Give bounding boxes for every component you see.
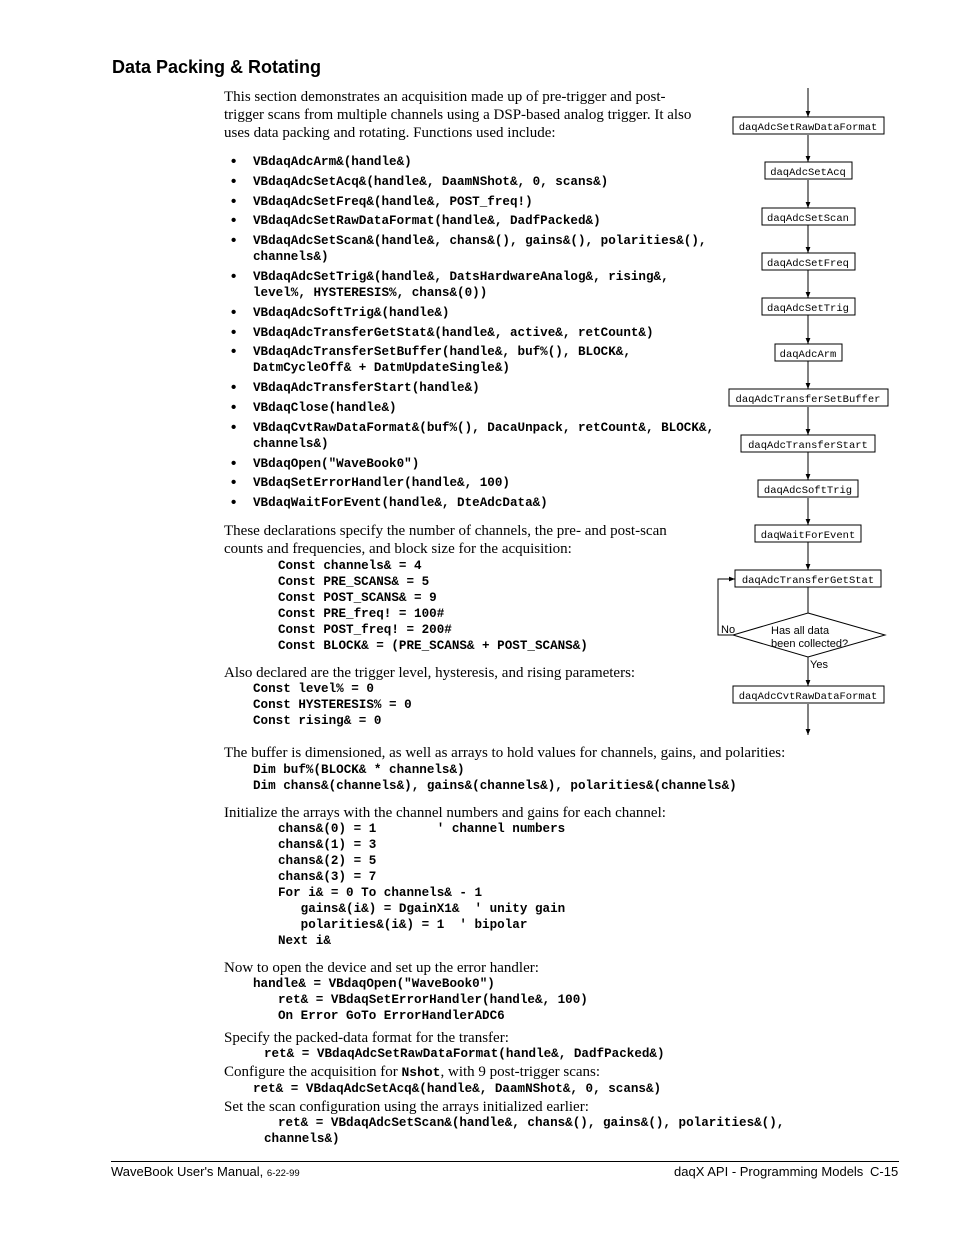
flow-step: daqAdcTransferSetBuffer <box>735 394 881 406</box>
scan-code-line1: ret& = VBdaqAdcSetScan&(handle&, chans&(), gains&(), polarities&(), <box>278 1116 785 1130</box>
flow-step: daqAdcSetTrig <box>767 303 849 315</box>
intro-paragraph: This section demonstrates an acquisition made up of pre-trigger and post-trigger scans from multiple channels using a DSP-based analog trigger. It also uses data packing and rotating. Functions used include: <box>224 89 692 141</box>
buffer-paragraph: The buffer is dimensioned, as well as arrays to hold values for channels, gains, and polarities: <box>224 745 786 761</box>
function-item: • VBdaqAdcSetTrig&(handle&, DatsHardwareAnalog&, rising&, level%, HYSTERESIS%, chans&(0)) <box>224 269 714 301</box>
flow-final-step: daqAdcCvtRawDataFormat <box>738 691 878 703</box>
open-code-handle: handle& = VBdaqOpen("WaveBook0") <box>253 977 495 991</box>
open-paragraph: Now to open the device and set up the error handler: <box>224 960 539 976</box>
acq-text-pre: Configure the acquisition for <box>224 1064 402 1080</box>
function-item: • VBdaqAdcSetFreq&(handle&, POST_freq!) <box>224 194 714 210</box>
trigger-params-paragraph: Also declared are the trigger level, hysteresis, and rising parameters: <box>224 665 636 681</box>
acq-text-post: , with 9 post-trigger scans: <box>440 1064 601 1080</box>
flow-step: daqAdcSoftTrig <box>763 485 853 497</box>
decision-text-line1: Has all data <box>771 625 830 637</box>
function-item: • VBdaqSetErrorHandler(handle&, 100) <box>224 475 714 491</box>
scan-code-line2: channels&) <box>264 1132 340 1146</box>
function-item: • VBdaqAdcTransferGetStat&(handle&, active&, retCount&) <box>224 325 714 341</box>
function-item: • VBdaqAdcSoftTrig&(handle&) <box>224 305 714 321</box>
function-item: • VBdaqAdcTransferSetBuffer(handle&, buf%(), BLOCK&, DatmCycleOff& + DatmUpdateSingle&) <box>224 344 714 376</box>
flow-step: daqAdcSetAcq <box>770 167 846 179</box>
acq-code: ret& = VBdaqAdcSetAcq&(handle&, DaamNShot&, 0, scans&) <box>253 1082 662 1096</box>
footer-section: daqX API - Programming Models <box>674 1164 864 1179</box>
flow-step: daqAdcTransferGetStat <box>741 575 875 587</box>
flow-step: daqWaitForEvent <box>760 530 856 542</box>
no-label: No <box>721 624 736 636</box>
function-item: • VBdaqAdcSetAcq&(handle&, DaamNShot&, 0, scans&) <box>224 174 714 190</box>
function-item: • VBdaqCvtRawDataFormat&(buf%(), DacaUnpack, retCount&, BLOCK&, channels&) <box>224 420 714 452</box>
function-item: • VBdaqAdcSetRawDataFormat(handle&, DadfPacked&) <box>224 213 714 229</box>
decision-text-line2: been collected? <box>771 638 849 650</box>
scan-paragraph: Set the scan configuration using the arrays initialized earlier: <box>224 1099 589 1115</box>
flow-step: daqAdcTransferStart <box>748 440 868 452</box>
trigger-params-code: Const level% = 0 Const HYSTERESIS% = 0 Const rising& = 0 <box>253 682 412 728</box>
init-paragraph: Initialize the arrays with the channel numbers and gains for each channel: <box>224 805 666 821</box>
acq-text-code: Nshot <box>401 1065 441 1080</box>
footer-page-number: C-15 <box>870 1164 899 1179</box>
footer-manual <box>111 1164 300 1179</box>
footer-date: 6-22-99 <box>266 1168 300 1179</box>
function-list <box>224 154 714 515</box>
section-heading: Data Packing & Rotating <box>112 57 322 77</box>
function-item: • VBdaqAdcArm&(handle&) <box>224 154 714 170</box>
flow-step: daqAdcSetRawDataFormat <box>738 122 878 134</box>
packed-paragraph: Specify the packed-data format for the transfer: <box>224 1030 509 1046</box>
yes-label: Yes <box>810 659 828 671</box>
flowchart-diagram <box>700 80 920 740</box>
packed-code: ret& = VBdaqAdcSetRawDataFormat(handle&, DadfPacked&) <box>264 1047 665 1061</box>
function-item: • VBdaqClose(handle&) <box>224 400 714 416</box>
flow-step: daqAdcSetScan <box>767 213 849 225</box>
buffer-code: Dim buf%(BLOCK& * channels&) Dim chans&(channels&), gains&(channels&), polarities&(channels&) <box>253 763 737 793</box>
declarations-code: Const channels& = 4 Const PRE_SCANS& = 5 Const POST_SCANS& = 9 Const PRE_freq! = 100# Const POST_freq! = 200# Const BLOCK& = (PRE_SCANS& + POST_SCANS&) <box>278 559 588 653</box>
declarations-paragraph: These declarations specify the number of channels, the pre- and post-scan counts and frequencies, and block size for the acquisition: <box>224 523 667 557</box>
footer-manual-title: WaveBook User's Manual, <box>111 1164 264 1179</box>
function-item: • VBdaqAdcTransferStart(handle&) <box>224 380 714 396</box>
init-code: chans&(0) = 1 ' channel numbers chans&(1) = 3 chans&(2) = 5 chans&(3) = 7 For i& = 0 To channels& - 1 gains&(i&) = DgainX1& ' unity gain polarities&(i&) = 1 ' bipolar Next i& <box>278 822 566 948</box>
open-code-error: ret& = VBdaqSetErrorHandler(handle&, 100) On Error GoTo ErrorHandlerADC6 <box>278 993 588 1023</box>
acq-paragraph <box>224 1063 824 1082</box>
function-item: • VBdaqWaitForEvent(handle&, DteAdcData&) <box>224 495 714 511</box>
footer-divider <box>111 1161 899 1162</box>
flow-step: daqAdcArm <box>779 349 837 361</box>
function-item: • VBdaqAdcSetScan&(handle&, chans&(), gains&(), polarities&(), channels&) <box>224 233 714 265</box>
flow-step: daqAdcSetFreq <box>767 258 849 270</box>
function-item: • VBdaqOpen("WaveBook0") <box>224 456 714 472</box>
